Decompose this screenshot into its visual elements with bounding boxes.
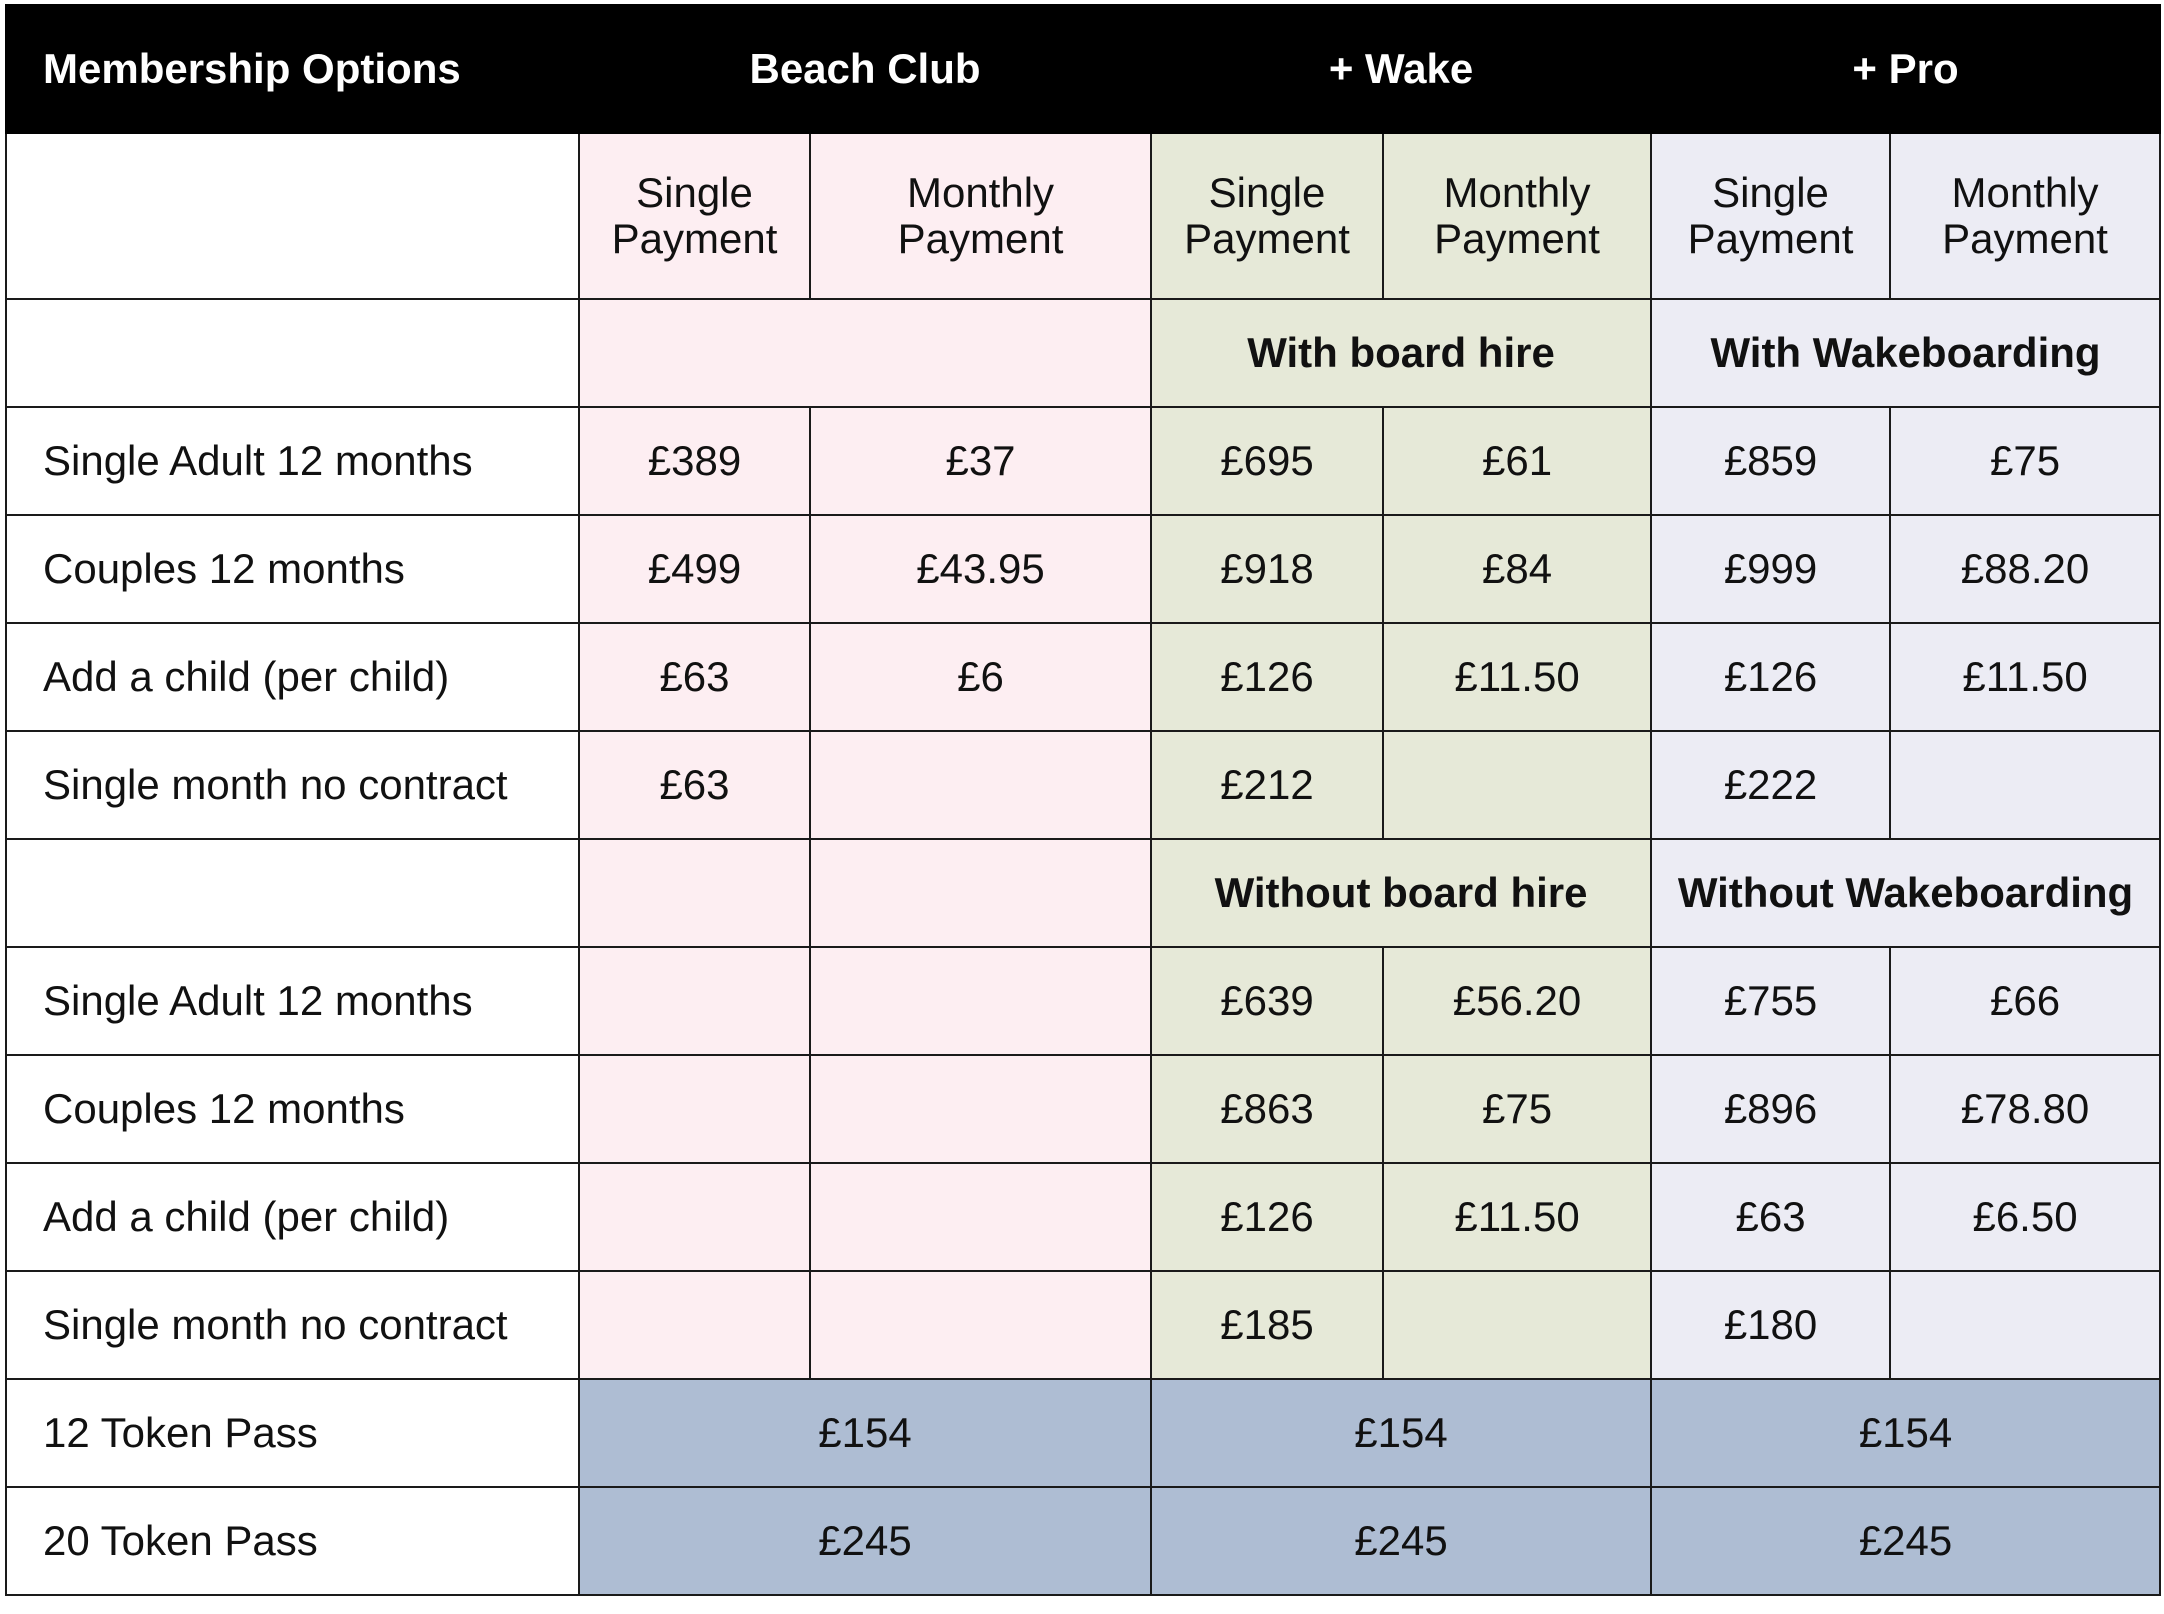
pro-single-payment-header [1651,133,1890,299]
subheader-line: Payment [897,215,1064,262]
subheader-line: Payment [1942,215,2108,262]
token-price-beach: £154 [579,1379,1151,1487]
price-cell [1890,1271,2160,1379]
price-cell: £126 [1651,623,1890,731]
token-row [6,1379,2160,1487]
price-cell: £222 [1651,731,1890,839]
price-cell [579,947,810,1055]
price-cell: £63 [579,623,810,731]
price-cell: £695 [1151,407,1383,515]
price-cell [810,731,1151,839]
price-cell [810,1163,1151,1271]
subheader-line: Monthly [1443,169,1591,216]
section-label-wake: With board hire [1151,299,1651,407]
row-label: Single month no contract [6,731,579,839]
wake-single-payment-header [1151,133,1383,299]
row-label: Single month no contract [6,1271,579,1379]
group-header-beach-club: Beach Club [579,5,1151,133]
price-cell: £56.20 [1383,947,1651,1055]
price-cell: £389 [579,407,810,515]
table-row [6,947,2160,1055]
price-cell: £212 [1151,731,1383,839]
section-header-row [6,299,2160,407]
table-row [6,731,2160,839]
price-cell: £859 [1651,407,1890,515]
table-row [6,1055,2160,1163]
row-label: Add a child (per child) [6,1163,579,1271]
price-cell: £6.50 [1890,1163,2160,1271]
row-label: Add a child (per child) [6,623,579,731]
price-cell: £66 [1890,947,2160,1055]
table-row [6,515,2160,623]
table-row [6,1163,2160,1271]
price-cell [579,1055,810,1163]
table-title: Membership Options [6,5,579,133]
empty-cell [579,839,810,947]
subheader-line: Monthly [906,169,1055,216]
row-label: Couples 12 months [6,1055,579,1163]
price-cell [1383,1271,1651,1379]
price-cell: £63 [1651,1163,1890,1271]
price-cell: £185 [1151,1271,1383,1379]
section-label-pro: With Wakeboarding [1651,299,2160,407]
row-label: Couples 12 months [6,515,579,623]
table-row [6,623,2160,731]
membership-pricing-table-wrapper [5,4,2159,1596]
subheader-line: Payment [1184,215,1350,262]
price-cell [579,1163,810,1271]
price-cell: £999 [1651,515,1890,623]
empty-cell [810,839,1151,947]
subheader-line: Monthly [1951,169,2099,216]
beach-monthly-payment-header [810,133,1151,299]
price-cell: £11.50 [1383,623,1651,731]
price-cell: £180 [1651,1271,1890,1379]
subheader-line: Payment [1434,215,1600,262]
subheader-line: Payment [1687,215,1854,262]
empty-cell [6,839,579,947]
empty-cell [579,299,1151,407]
price-cell: £918 [1151,515,1383,623]
price-cell: £863 [1151,1055,1383,1163]
price-cell: £126 [1151,623,1383,731]
subheader-line: Payment [611,215,778,262]
price-cell: £84 [1383,515,1651,623]
section-header-row [6,839,2160,947]
price-cell: £126 [1151,1163,1383,1271]
price-cell [810,947,1151,1055]
price-cell: £499 [579,515,810,623]
price-cell: £75 [1383,1055,1651,1163]
token-price-pro: £154 [1651,1379,2160,1487]
token-price-pro: £245 [1651,1487,2160,1595]
price-cell [810,1271,1151,1379]
price-cell: £37 [810,407,1151,515]
price-cell: £639 [1151,947,1383,1055]
price-cell [579,1271,810,1379]
price-cell: £43.95 [810,515,1151,623]
price-cell: £63 [579,731,810,839]
subheader-line: Single [636,169,753,216]
table-row [6,407,2160,515]
price-cell [1890,731,2160,839]
pro-monthly-payment-header [1890,133,2160,299]
row-label: 12 Token Pass [6,1379,579,1487]
price-cell: £11.50 [1890,623,2160,731]
price-cell: £11.50 [1383,1163,1651,1271]
empty-cell [6,133,579,299]
membership-pricing-table [5,4,2161,1596]
empty-cell [6,299,579,407]
subheader-line: Single [1208,169,1326,216]
token-price-beach: £245 [579,1487,1151,1595]
group-header-pro: + Pro [1651,5,2160,133]
price-cell [1383,731,1651,839]
group-header-wake: + Wake [1151,5,1651,133]
token-row [6,1487,2160,1595]
payment-type-row [6,133,2160,299]
token-price-wake: £154 [1151,1379,1651,1487]
token-price-wake: £245 [1151,1487,1651,1595]
beach-single-payment-header [579,133,810,299]
price-cell: £896 [1651,1055,1890,1163]
header-row [6,5,2160,133]
row-label: Single Adult 12 months [6,947,579,1055]
price-cell: £75 [1890,407,2160,515]
row-label: Single Adult 12 months [6,407,579,515]
section-label-wake: Without board hire [1151,839,1651,947]
section-label-pro: Without Wakeboarding [1651,839,2160,947]
table-row [6,1271,2160,1379]
price-cell: £755 [1651,947,1890,1055]
price-cell: £78.80 [1890,1055,2160,1163]
row-label: 20 Token Pass [6,1487,579,1595]
price-cell: £88.20 [1890,515,2160,623]
price-cell: £61 [1383,407,1651,515]
subheader-line: Single [1712,169,1829,216]
price-cell: £6 [810,623,1151,731]
price-cell [810,1055,1151,1163]
wake-monthly-payment-header [1383,133,1651,299]
